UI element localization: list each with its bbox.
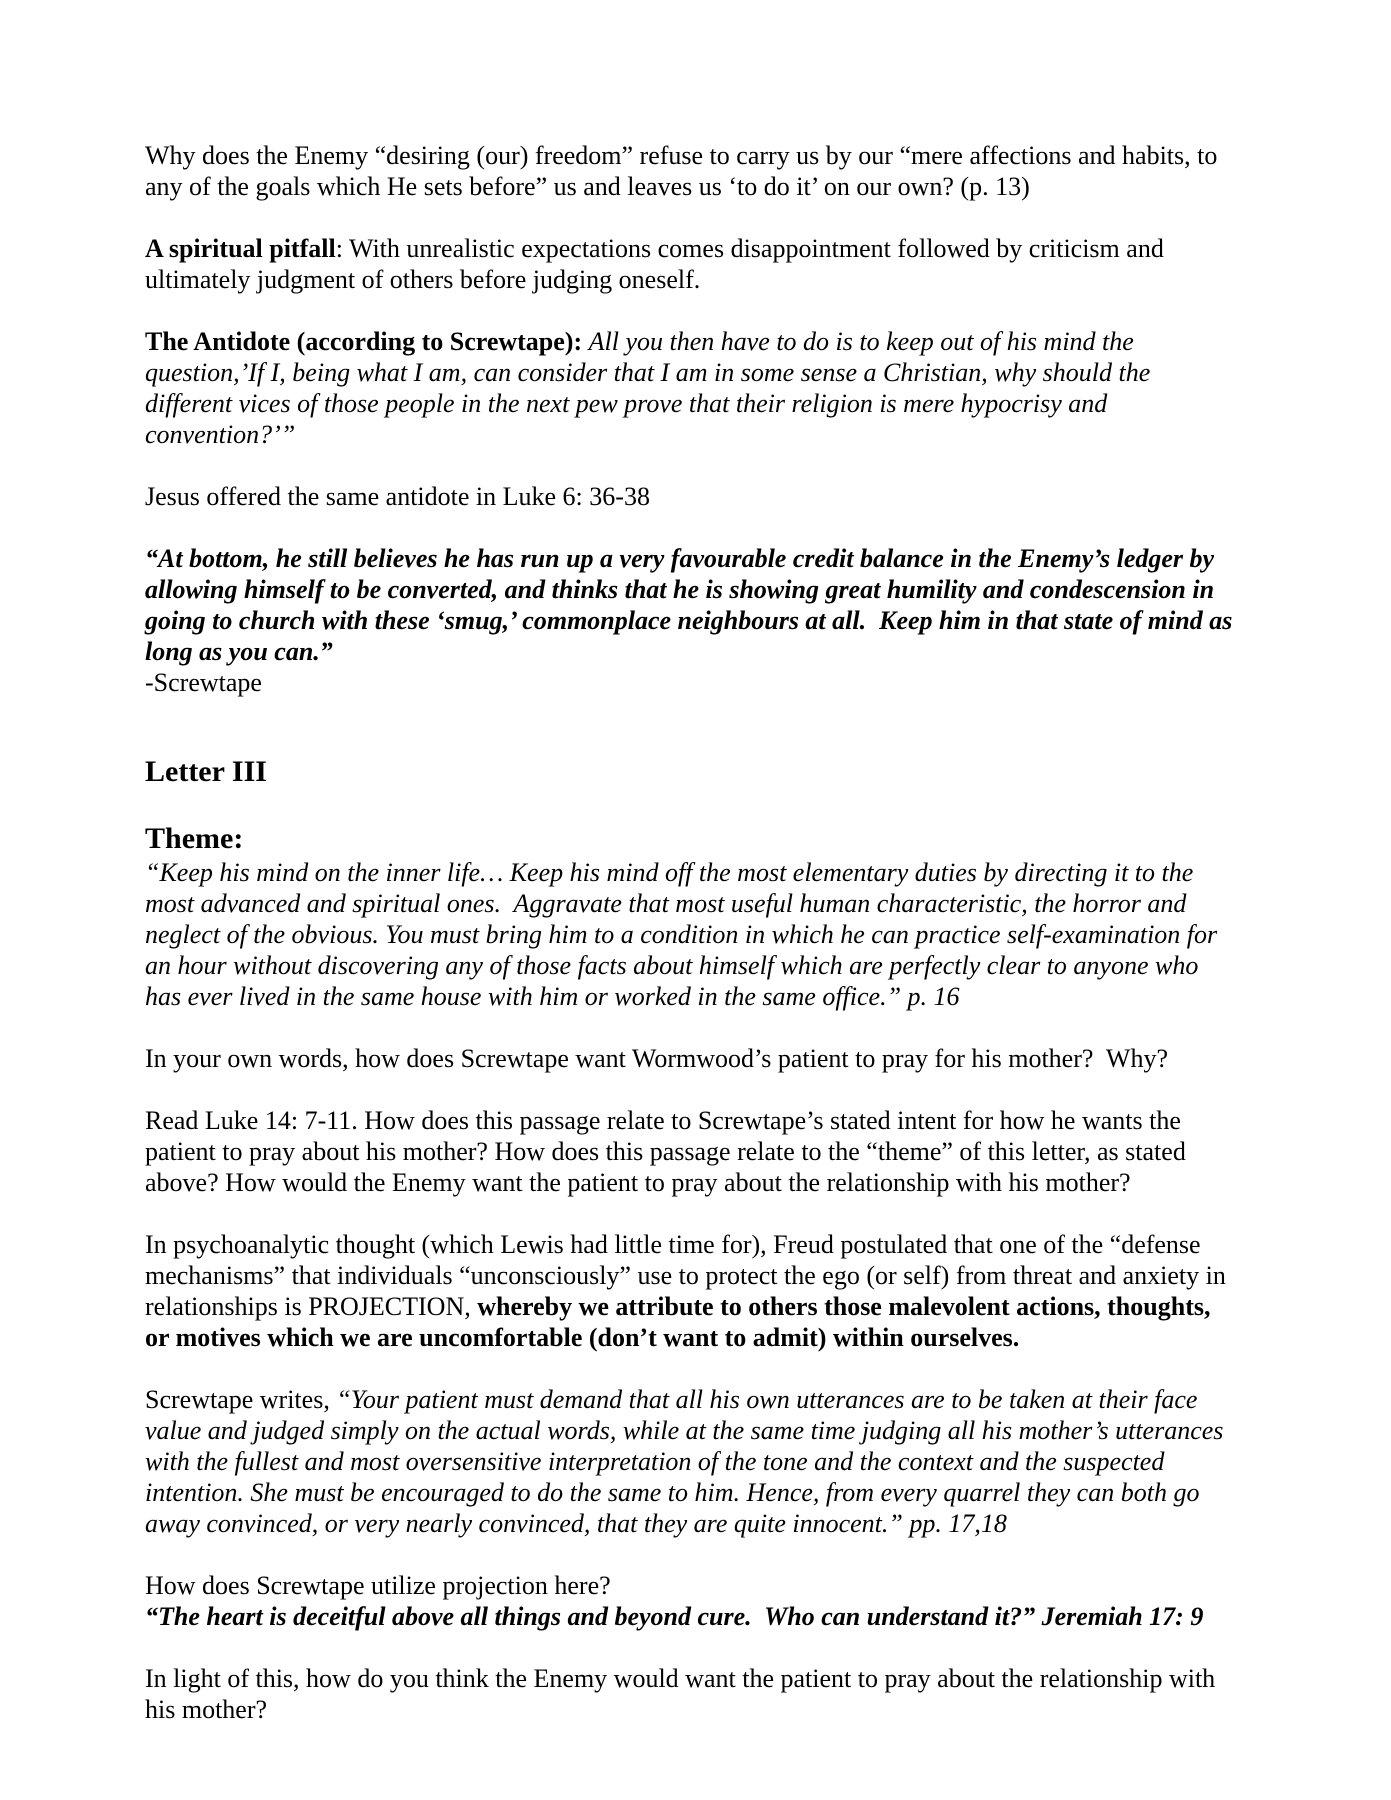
paragraph <box>145 1570 1235 1601</box>
paragraph <box>145 1043 1235 1074</box>
text-run: All you then have to do is to keep out of his mind the question,’If I, being what I am, can consider that I am in some sense a Christian, why should the different vices of those people in the next pew prove that their religion is mere hypocrisy and convention?’” <box>145 327 1157 449</box>
text-run: A spiritual pitfall <box>145 234 336 263</box>
text-run: The Antidote (according to Screwtape): <box>145 327 589 356</box>
paragraph <box>145 1229 1235 1353</box>
text-run: -Screwtape <box>145 668 262 697</box>
text-run: Jesus offered the same antidote in Luke 6: 36-38 <box>145 482 650 511</box>
text-run: “Keep his mind on the inner life… Keep his mind off the most elementary duties by directing it to the most advanced and spiritual ones. Aggravate that most useful human characteristic, the horror and neglect of the obvious. You must bring him to a condition in which he can practice self-examination for an hour without discovering any of those facts about himself which are perfectly clear to anyone who has ever lived in the same house with him or worked in the same office.” p. 16 <box>145 858 1224 1011</box>
text-run: “Your patient must demand that all his own utterances are to be taken at their face value and judged simply on the actual words, while at the same time judging all his mother’s utterances with the fullest and most oversensitive interpretation of the tone and the context and the suspected intention. She must be encouraged to do the same to him. Hence, from every quarrel they can both go away convinced, or very nearly convinced, that they are quite innocent.” pp. 17,18 <box>145 1385 1230 1538</box>
paragraph <box>145 543 1239 667</box>
text-run: whereby we attribute to others those malevolent actions, thoughts, or motives which we are uncomfortable (don’t want to admit) within ourselves. <box>145 1292 1217 1352</box>
text-run: Letter III <box>145 755 267 788</box>
section-heading <box>145 821 1235 857</box>
text-run: In psychoanalytic thought (which Lewis had little time for), Freud postulated that one of the “defense mechanisms” that individuals “unconsciously” use to protect the ego (or self) from threat and anxiety in relationships is PROJECTION, <box>145 1230 1233 1321</box>
text-run: How does Screwtape utilize projection here? <box>145 1571 611 1600</box>
paragraph <box>145 1384 1235 1539</box>
text-run: : With unrealistic expectations comes disappointment followed by criticism and ultimately judgment of others before judging oneself. <box>145 234 1171 294</box>
paragraph <box>145 667 1235 698</box>
text-run: “The heart is deceitful above all things and beyond cure. Who can understand it?” Jeremiah 17: 9 <box>145 1602 1204 1631</box>
text-run: In your own words, how does Screwtape want Wormwood’s patient to pray for his mother? Why? <box>145 1044 1169 1073</box>
paragraph <box>145 140 1235 202</box>
text-run: Why does the Enemy “desiring (our) freedom” refuse to carry us by our “mere affections and habits, to any of the goals which He sets before” us and leaves us ‘to do it’ on our own? (p. 13) <box>145 141 1224 201</box>
section-heading <box>145 754 1235 790</box>
paragraph <box>145 857 1235 1012</box>
paragraph <box>145 1601 1235 1632</box>
text-run: “At bottom, he still believes he has run up a very favourable credit balance in the Enemy’s ledger by allowing himself to be converted, and thinks that he is showing great humility and condescension in going to church with these ‘smug,’ commonplace neighbours at all. Keep him in that state of mind as long as you can.” <box>145 544 1239 666</box>
paragraph <box>145 481 1235 512</box>
paragraph <box>145 1663 1235 1725</box>
text-run: Read Luke 14: 7-11. How does this passage relate to Screwtape’s stated intent for how he wants the patient to pray about his mother? How does this passage relate to the “theme” of this letter, as stated above? How would the Enemy want the patient to pray about the relationship with his mother? <box>145 1106 1193 1197</box>
text-run: In light of this, how do you think the Enemy would want the patient to pray about the relationship with his mother? <box>145 1664 1222 1724</box>
paragraph <box>145 1105 1235 1198</box>
paragraph <box>145 233 1235 295</box>
text-run: Theme: <box>145 822 244 855</box>
text-run: Screwtape writes, <box>145 1385 337 1414</box>
paragraph <box>145 326 1235 450</box>
